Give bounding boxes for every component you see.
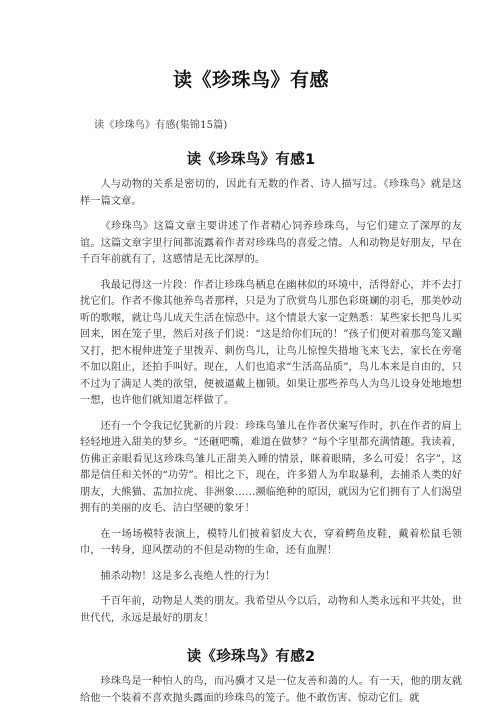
paragraph: 珍珠鸟是一种怕人的鸟，而冯骥才又是一位友善和蔼的人。有一天，他的朋友就给他一个装着不喜欢抛头露面的珍珠鸟的笼子。他不敢伤害、惊动它们。就	[80, 676, 462, 704]
document-intro: 读《珍珠鸟》有感(集锦15篇)	[94, 120, 228, 131]
paragraph: 在一场场模特表演上，模特儿们披着貂皮大衣，穿着鳄鱼皮鞋，戴着松鼠毛领巾，一转身，迎风摆动的不但是动物的生命，还有血腥！	[80, 528, 462, 556]
document-title: 读《珍珠鸟》有感	[172, 69, 329, 91]
paragraph: 千百年前，动物是人类的朋友。我希望从今以后，动物和人类永远和平共处，世世代代，永远是最好的朋友！	[80, 596, 462, 624]
paragraph: 我最记得这一片段：作者让珍珠鸟栖息在幽林似的环境中，活得舒心，并不去打扰它们。作者不像其他养鸟者那样，只是为了欣赏鸟儿那色彩斑斓的羽毛，那美妙动听的歌喉，就让鸟儿成天生活在惊恐中。这个情景大家一定熟悉：某些家长把鸟儿买回来，困在笼子里，然后对孩子们说：“这是给你们玩的！”孩子们便对着那鸟笼又蹦又打，把木棍伸进笼子里拨弄、刺伤鸟儿，让鸟儿惊惶失措地飞来飞去，家长在旁毫不加以阻止，还拍手叫好。现在，人们也追求“生活高品质”，鸟儿本来是自由的，只不过为了满足人类的欲望，便被逼戴上枷锁。如果让那些养鸟人为鸟儿设身处地地想一想，也许他们就知道怎样做了。	[80, 279, 462, 406]
paragraph: 还有一个令我记忆犹新的片段：珍珠鸟雏儿在作者伏案写作时，扒在作者的肩上轻轻地进入甜美的梦乡。“还砸吧嘴，难道在做梦？”每个字里都充满情趣。我读着，仿佛正亲眼看见这珍珠鸟雏儿正甜美入睡的情景，眯着眼睛，多么可爱！名字”，这都是信任和关怀的“功劳”。相比之下，现在，许多猎人为牟取暴利，去捕杀人类的好朋友，大熊猫、盂加拉虎、非洲象……濒临绝种的原因，就因为它们拥有了人们渴望拥有的美丽的皮毛、洁白坚硬的象牙！	[80, 420, 462, 514]
paragraph: 人与动物的关系是密切的，因此有无数的作者、诗人描写过。《珍珠鸟》就是这样一篇文章。	[80, 179, 462, 207]
section-body-1	[80, 177, 462, 627]
paragraph: 捕杀动物！这是多么丧绝人性的行为！	[100, 570, 276, 582]
paragraph: 《珍珠鸟》这篇文章主要讲述了作者精心饲养珍珠鸟，与它们建立了深厚的友谊。这篇文章字里行间都流露着作者对珍珠鸟的喜爱之情。人和动物是好朋友，早在千百年前就有了，这感情是无比深厚的。	[80, 221, 462, 265]
section-body-2	[80, 674, 462, 707]
section-heading-2: 读《珍珠鸟》有感2	[186, 649, 316, 665]
section-heading-1: 读《珍珠鸟》有感1	[186, 152, 316, 168]
